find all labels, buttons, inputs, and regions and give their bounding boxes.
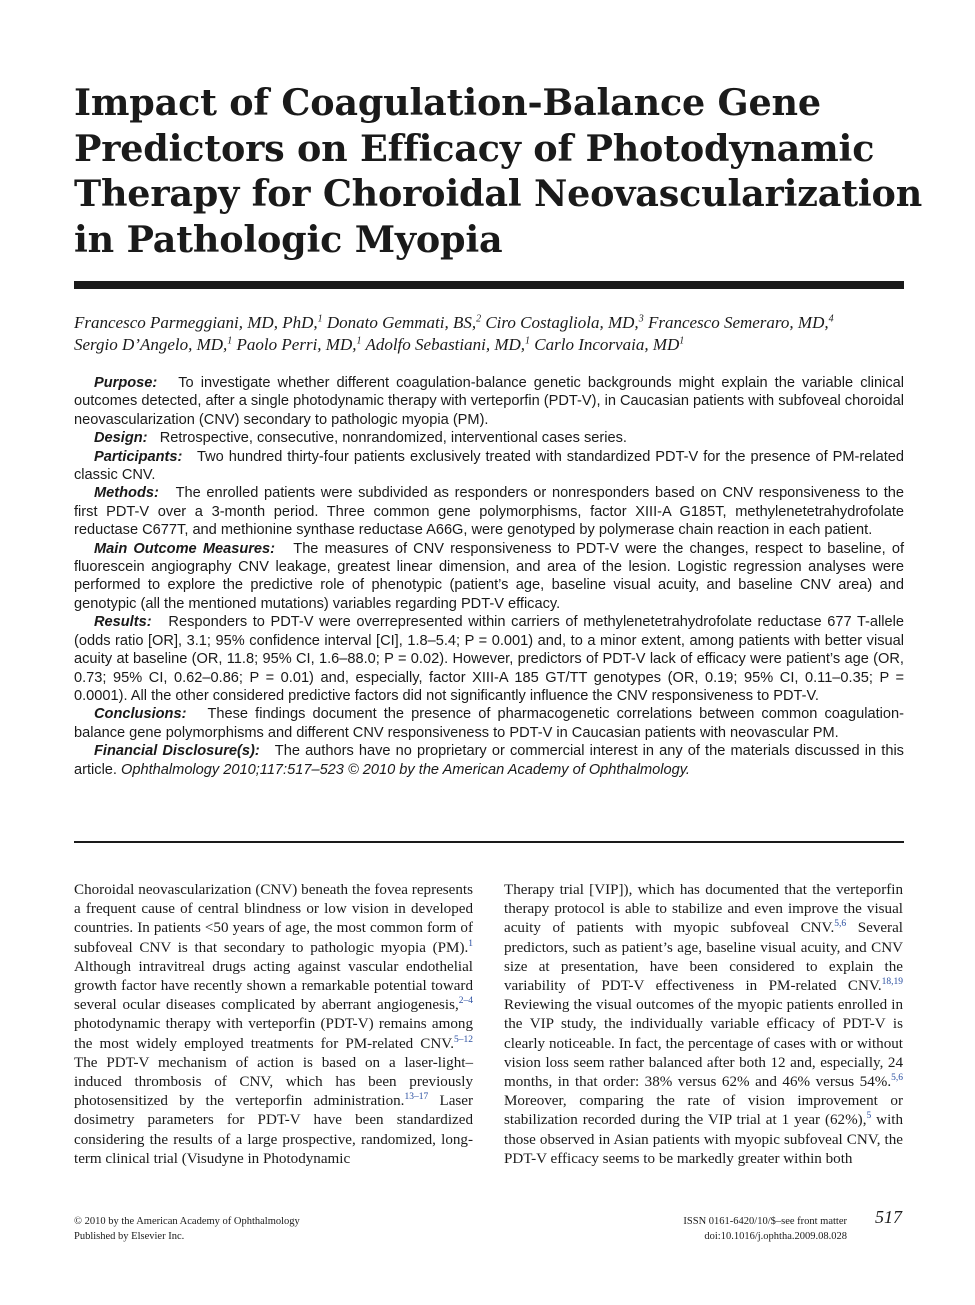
author-list: [74, 312, 914, 356]
title-line: in Pathologic Myopia: [74, 217, 503, 261]
author-name: Ciro Costagliola, MD,: [485, 313, 639, 332]
abstract-methods: [74, 484, 904, 539]
body-text: Although intravitreal drugs acting against vascular endothelial growth factor have recently shown a remarkable potential toward several ocular diseases complicated by aberrant angiogenesis,: [74, 958, 473, 1014]
body-text: Several predictors, such as patient’s age, baseline visual acuity, and CNV size at presentation, have been considered to explain the variability of PDT-V effectiveness in PM-related CNV.: [504, 920, 903, 995]
reference-link[interactable]: 5,6: [891, 1073, 903, 1083]
reference-link[interactable]: 1: [468, 938, 473, 949]
reference-link[interactable]: 5,6: [834, 919, 847, 930]
section-text: Two hundred thirty-four patients exclusively treated with standardized PDT-V for the presence of PM-related classic CNV.: [74, 448, 904, 484]
affiliation-marker: 1: [525, 335, 531, 347]
affiliation-marker: 1: [227, 335, 233, 347]
issn-line: ISSN 0161-6420/10/$–see front matter: [683, 1216, 847, 1227]
affiliation-marker: 1: [317, 313, 323, 325]
reference-link[interactable]: 5: [866, 1111, 872, 1122]
title-divider: [74, 281, 904, 289]
abstract-outcome-measures: [74, 540, 904, 614]
body-text: Reviewing the visual outcomes of the myopic patients enrolled in the VIP study, the individually variable efficacy of PDT-V is clearly noticeable. In fact, the percentage of cases with or without vision loss seem rather balanced after both 12 and, especially, 24 months, in that order: 38% versus 62% and 46% versus 54%.: [504, 997, 903, 1091]
section-label: Purpose:: [94, 375, 158, 391]
reference-link[interactable]: 18,19: [881, 976, 903, 987]
author-name: Donato Gemmati, BS,: [326, 313, 477, 332]
affiliation-marker: 4: [828, 313, 834, 325]
body-text: Moreover, comparing the rate of vision improvement or stabilization recorded during the VIP trial at 1 year (62%),: [504, 1093, 903, 1129]
section-label: Main Outcome Measures:: [94, 540, 276, 557]
section-text: To investigate whether different coagulation-balance genetic backgrounds might explain the variable clinical outcomes detected, after a single photodynamic therapy with verteporfin (PDT-V), in Caucasian patients with subfoveal choroidal neovascularization (CNV) secondary to pathologic myopia (PM).: [74, 375, 904, 428]
section-text: The measures of CNV responsiveness to PDT-V were the changes, respect to baseline, of fluorescein angiography CNV leakage, greatest linear dimension, and area of the lesion. Logistic regression analyses were performed to explore the predictive role of phenotypic (patient’s age, baseline visual acuity, and baseline CNV area) and genotypic (all the mentioned mutations) variables regarding PDT-V efficacy.: [74, 540, 905, 612]
body-column-left: [74, 881, 473, 1169]
abstract-conclusions: [74, 705, 904, 742]
author-name: Adolfo Sebastiani, MD,: [365, 335, 526, 354]
doi-line: doi:10.1016/j.ophtha.2009.08.028: [704, 1231, 847, 1242]
copyright-footer: [74, 1214, 300, 1244]
affiliation-marker: 1: [679, 335, 685, 347]
author-name: Francesco Parmeggiani, MD, PhD,: [74, 313, 318, 332]
body-text: The PDT-V mechanism of action is based on a laser-light–induced thrombosis of CNV, which has been previously photosensitized by the verteporfin administration.: [74, 1054, 473, 1110]
title-line: Predictors on Efficacy of Photodynamic: [74, 126, 875, 170]
section-text: These findings document the presence of pharmacogenetic correlations between common coagulation-balance gene polymorphisms and different CNV responsiveness to PDT-V in Caucasian patients with neovascular PM.: [74, 706, 904, 741]
section-label: Design:: [94, 430, 148, 447]
abstract: [74, 374, 904, 779]
affiliation-marker: 3: [638, 313, 644, 325]
author-name: Carlo Incorvaia, MD: [534, 335, 680, 354]
section-text: Responders to PDT-V were overrepresented within carriers of methylenetetrahydrofolate reductase 677 T-allele (odds ratio [OR], 3.1; 95% confidence interval [CI], 1.8–5.4; P = 0.001) and, to a minor extent, among patients with better visual acuity at baseline (OR, 11.8; 95% CI, 1.6–88.0; P = 0.02). However, predictors of PDT-V lack of efficacy were patient’s age (OR, 0.73; 95% CI, 0.62–0.86; P = 0.01) and, especially, factor XIII-A 185 GT/TT genotypes (OR, 0.19; 95% CI, 0.11–0.35; P = 0.0001). All the other considered predictive factors did not significantly influence the CNV responsiveness to PDT-V.: [74, 614, 904, 704]
abstract-purpose: [74, 374, 904, 429]
author-line-2: [74, 334, 914, 356]
reference-link[interactable]: 13–17: [404, 1092, 429, 1103]
publisher-line: Published by Elsevier Inc.: [74, 1231, 185, 1242]
abstract-financial-disclosure: [74, 742, 904, 779]
abstract-design: [74, 429, 904, 447]
author-name: Francesco Semeraro, MD,: [647, 313, 829, 332]
body-text: Therapy trial [VIP]), which has documented that the verteporfin therapy protocol is able to stabilize and even improve the visual acuity of patients with myopic subfoveal CNV.: [504, 882, 903, 937]
affiliation-marker: 2: [476, 313, 482, 325]
issn-footer: [683, 1214, 847, 1244]
abstract-results: [74, 613, 904, 705]
title-line: Impact of Coagulation-Balance Gene: [74, 81, 821, 124]
reference-link[interactable]: 2–4: [458, 996, 473, 1007]
page-number: 517: [875, 1207, 902, 1227]
reference-link[interactable]: 5–12: [454, 1034, 473, 1045]
section-label: Financial Disclosure(s):: [94, 743, 260, 760]
section-label: Results:: [94, 614, 152, 631]
section-label: Conclusions:: [94, 706, 187, 723]
author-line-1: [74, 312, 914, 334]
body-text: Choroidal neovascularization (CNV) beneath the fovea represents a frequent cause of central blindness or low vision in developed countries. In patients <50 years of age, the most common form of subfoveal CNV is that secondary to pathologic myopia (PM).: [74, 882, 473, 956]
article-title: [74, 80, 924, 262]
body-text: Laser dosimetry parameters for PDT-V have been standardized considering the results of a large prospective, randomized, long-term clinical trial (Visudyne in Photodynamic: [74, 1093, 473, 1167]
section-text: The authors have no proprietary or commercial interest in any of the materials discussed in this article.: [74, 743, 904, 778]
author-name: Paolo Perri, MD,: [236, 335, 357, 354]
section-text: The enrolled patients were subdivided as responders or nonresponders based on CNV responsiveness to the first PDT-V over a 3-month period. Three common gene polymorphisms, factor XIII-A G185T, methylenetetrahydrofolate reductase C677T, and methionine synthase reductase A66G, were genotyped by polymerase chain reaction in each patient.: [74, 485, 904, 539]
abstract-divider: [74, 841, 904, 843]
copyright-line: © 2010 by the American Academy of Ophthalmology: [74, 1216, 300, 1227]
body-column-right: [504, 881, 903, 1169]
title-line: Therapy for Choroidal Neovascularization: [74, 172, 923, 215]
section-label: Participants:: [94, 448, 183, 465]
author-name: Sergio D’Angelo, MD,: [74, 335, 228, 354]
body-text: photodynamic therapy with verteporfin (PDT-V) remains among the most widely employed treatments for PM-related CNV.: [74, 1016, 473, 1052]
affiliation-marker: 1: [356, 335, 362, 347]
journal-citation: Ophthalmology 2010;117:517–523 © 2010 by the American Academy of Ophthalmology.: [121, 761, 690, 778]
section-label: Methods:: [94, 485, 159, 502]
section-text: Retrospective, consecutive, nonrandomized, interventional cases series.: [159, 430, 627, 447]
abstract-participants: [74, 448, 904, 485]
body-text: with those observed in Asian patients with myopic subfoveal CNV, the PDT-V efficacy seems to be markedly greater within both: [504, 1112, 903, 1167]
